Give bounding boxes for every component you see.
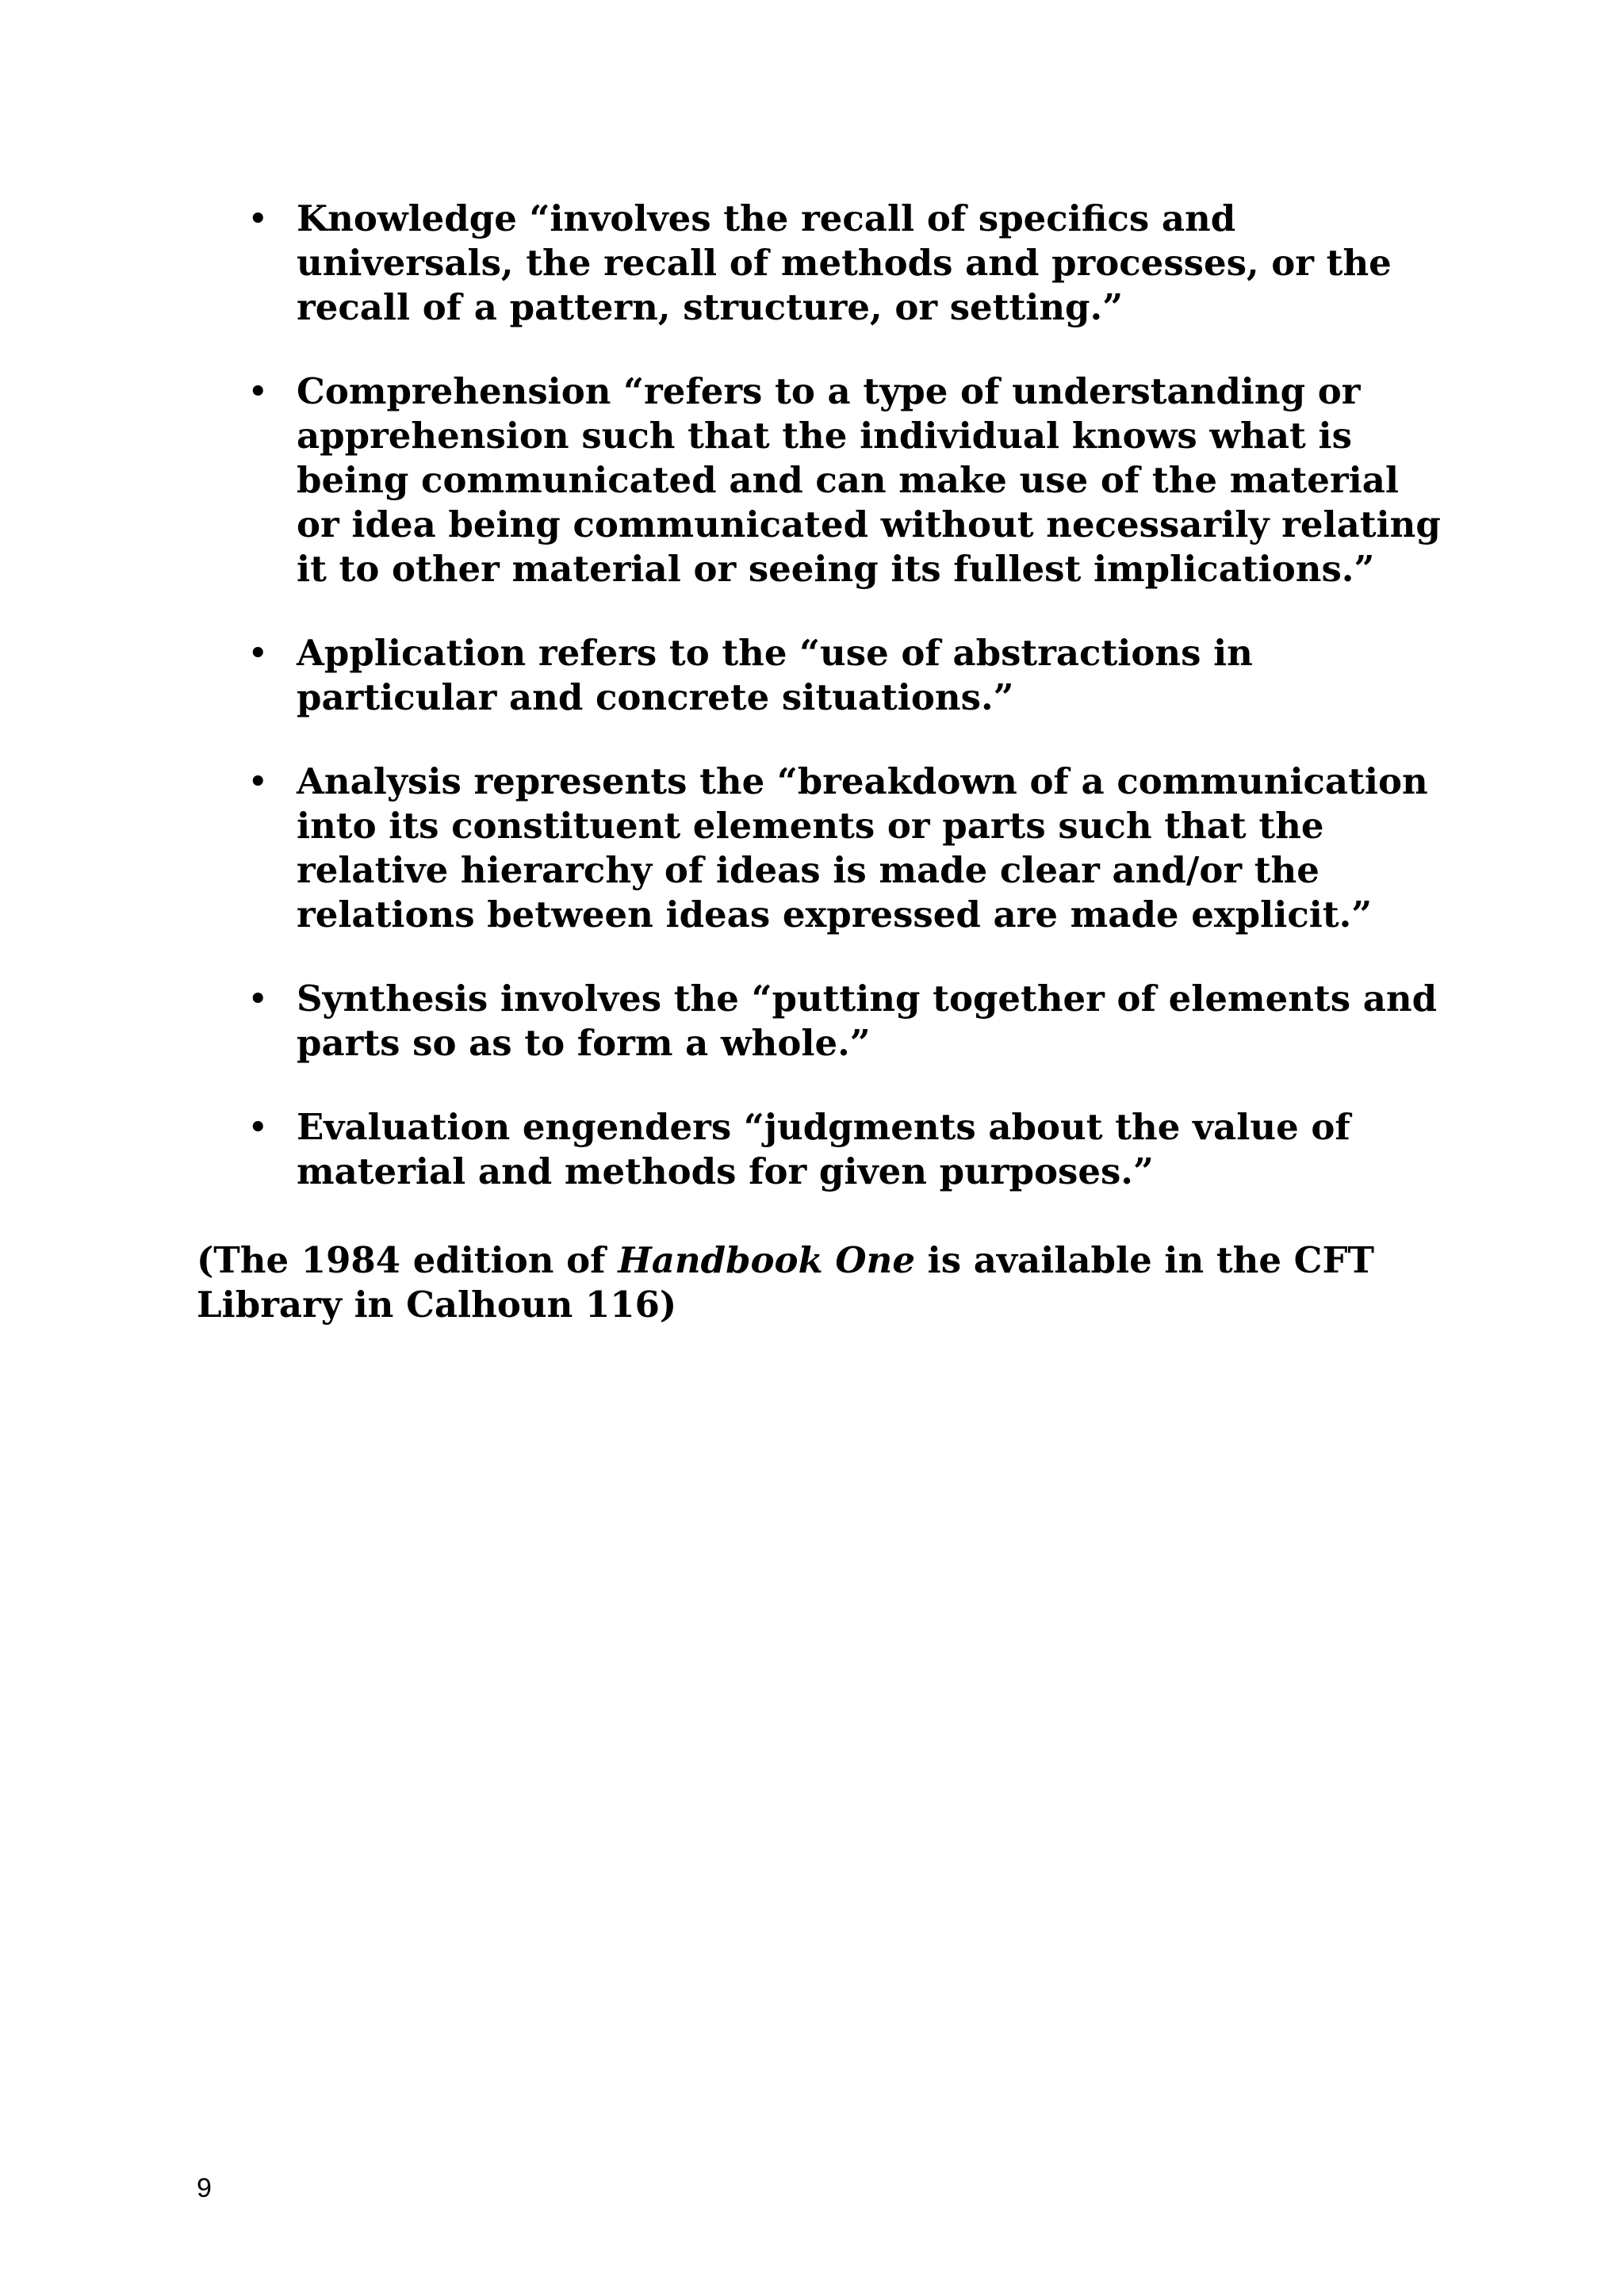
bullet-text: Analysis represents the “breakdown of a communication into its constituent elements or parts such that the relative hierarchy of ideas is made clear and/or the relations between ideas expressed are made explicit.” (297, 760, 1428, 936)
bullet-icon: • (247, 978, 269, 1020)
note-prefix: (The 1984 edition of (197, 1239, 619, 1281)
note-suffix: is available in the CFT Library in Calhoun 116) (197, 1239, 1374, 1326)
bullet-item-analysis (238, 760, 1443, 937)
bullet-icon: • (247, 632, 269, 674)
bullet-item-application (238, 631, 1443, 720)
bullet-text: Evaluation engenders “judgments about the value of material and methods for given purposes.” (297, 1106, 1350, 1192)
note-book-title: Handbook One (618, 1239, 915, 1281)
bullet-icon: • (247, 197, 269, 239)
bullet-text: Knowledge “involves the recall of specifics and universals, the recall of methods and processes, or the recall of a pattern, structure, or setting.” (297, 197, 1392, 328)
bullet-item-evaluation (238, 1105, 1443, 1194)
bullet-item-knowledge (238, 197, 1443, 330)
bullet-text: Comprehension “refers to a type of understanding or apprehension such that the individual knows what is being communicated and can make use of the material or idea being communicated without necessarily relating it to other material or seeing its fullest implications.” (297, 370, 1441, 590)
bullet-text: Application refers to the “use of abstractions in particular and concrete situations.” (297, 632, 1253, 718)
bullet-text: Synthesis involves the “putting together of elements and parts so as to form a whole.” (297, 978, 1438, 1064)
taxonomy-bullet-list (238, 197, 1443, 1234)
bullet-icon: • (247, 370, 269, 412)
bullet-item-comprehension (238, 369, 1443, 591)
library-note (197, 1238, 1434, 1327)
page-number: 9 (197, 2173, 212, 2203)
bullet-icon: • (247, 760, 269, 802)
bullet-item-synthesis (238, 977, 1443, 1066)
bullet-icon: • (247, 1106, 269, 1148)
